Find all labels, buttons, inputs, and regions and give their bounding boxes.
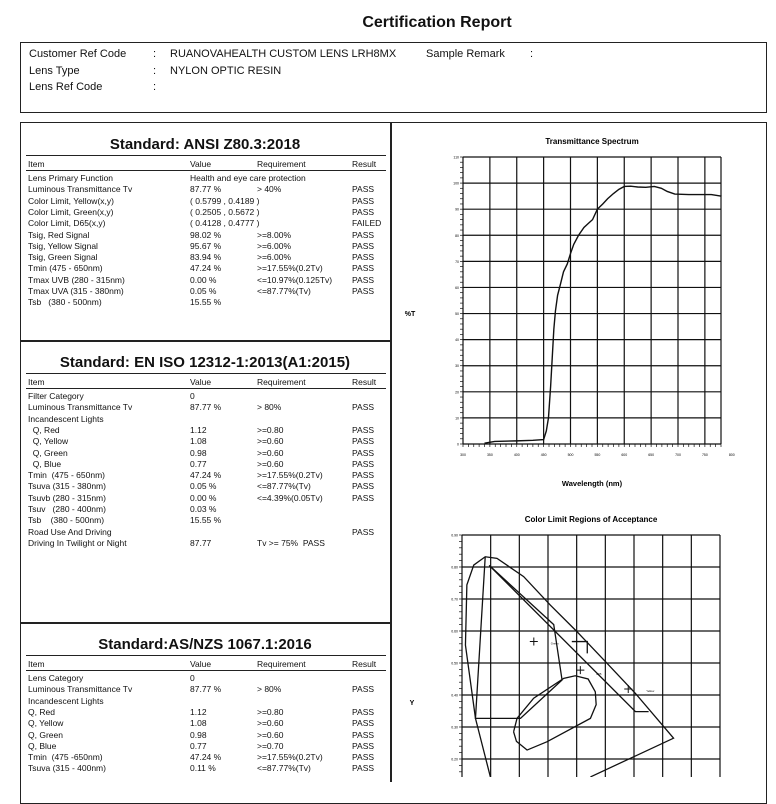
column-header: Item [28, 159, 45, 169]
x-tick-label: 400 [513, 453, 520, 457]
y-axis-label: %T [404, 311, 416, 318]
chart-title: Color Limit Regions of Acceptance [524, 515, 658, 524]
y-tick-label: 0.50 [451, 661, 458, 666]
header-underline [26, 388, 386, 389]
cell: Incandescent Lights [28, 413, 104, 424]
cell: 47.24 % [190, 263, 222, 274]
cell: >=0.60 [257, 436, 284, 447]
cell: ( 0.4128 , 0.4777 ) [190, 218, 260, 229]
cell: Tsb (380 - 500nm) [28, 297, 102, 308]
cell: 0.98 [190, 729, 207, 740]
x-tick-label: 450 [540, 453, 547, 457]
cell: >=6.00% [257, 252, 292, 263]
cell: 0 [190, 673, 195, 683]
table-row [28, 481, 388, 492]
cell: 0.77 [190, 740, 207, 751]
cell: > 80% [257, 402, 282, 413]
table-row [28, 391, 388, 402]
cell: 95.67 % [190, 240, 222, 251]
cell: Tmin (475 - 650nm) [28, 263, 103, 274]
cell: 98.02 % [190, 229, 222, 240]
y-tick-label: 0.70 [451, 597, 458, 602]
cell: Driving In Twilight or Night [28, 537, 127, 548]
x-tick-label: 300 [460, 453, 466, 457]
cell: PASS [352, 470, 375, 481]
table-row [28, 730, 388, 741]
sample-remark-label: Sample Remark [426, 48, 505, 60]
cell: >=0.80 [257, 706, 284, 717]
column-header: Value [190, 659, 212, 669]
table-row [28, 538, 388, 549]
cell: 0.11 % [190, 763, 216, 774]
cell: >=0.60 [257, 458, 284, 469]
table-row [28, 275, 388, 286]
table-row [28, 459, 388, 470]
y-tick-label: 50 [455, 312, 459, 317]
table-row [28, 527, 388, 538]
cell: 1.08 [190, 718, 207, 729]
column-header: Item [28, 377, 45, 387]
cell: PASS [352, 740, 375, 751]
cell: FAILED [352, 218, 382, 229]
y-tick-label: 0.30 [451, 725, 458, 730]
cell: 1.08 [190, 436, 207, 447]
table-row [28, 297, 388, 308]
cell: 0.00 % [190, 492, 217, 503]
cell: Tmax UVB (280 - 315nm) [28, 274, 125, 285]
cell: 0.03 % [190, 504, 217, 514]
color-limit-chart [390, 505, 776, 777]
y-tick-label: 0 [457, 442, 459, 447]
x-tick-label: 750 [701, 453, 708, 457]
data-point-cross [624, 685, 632, 693]
cell: >=0.60 [257, 729, 284, 740]
cell: PASS [352, 424, 375, 435]
cell: <=87.77%(Tv) [257, 763, 311, 774]
cell: Luminous Transmittance Tv [28, 684, 133, 695]
cell: PASS [352, 763, 375, 774]
table-header [28, 377, 388, 388]
data-point-cross [530, 637, 538, 645]
table-row [28, 741, 388, 752]
cell: >=17.55%(0.2Tv) [257, 263, 323, 274]
cell: Incandescent Lights [28, 695, 104, 706]
series-line [465, 557, 673, 777]
cell: >=17.55%(0.2Tv) [257, 470, 323, 481]
cell: > 80% [257, 684, 282, 695]
point-label: Yellow [646, 688, 655, 693]
table-row [28, 515, 388, 526]
cell: PASS [352, 526, 375, 537]
page-title: Certification Report [362, 14, 512, 31]
customer-ref-value: RUANOVAHEALTH CUSTOM LENS LRH8MX [170, 48, 397, 60]
cell: >=0.80 [257, 424, 284, 435]
table-row [28, 707, 388, 718]
cell: Road Use And Driving [28, 526, 112, 537]
cell: PASS [352, 492, 375, 503]
y-axis-label: Y [409, 700, 415, 707]
cell: PASS [352, 447, 375, 458]
y-tick-label: 0.60 [451, 629, 458, 634]
colon: : [153, 65, 157, 77]
cell: 83.94 % [190, 252, 222, 263]
table-row [28, 696, 388, 707]
column-header: Value [190, 377, 212, 387]
table-row [28, 436, 388, 447]
cell: Lens Category [28, 673, 84, 683]
table-row [28, 493, 388, 504]
cell: Tmax UVA (315 - 380nm) [28, 286, 124, 296]
column-header: Value [190, 159, 212, 169]
y-tick-label: 110 [453, 155, 459, 160]
header-underline [26, 170, 386, 171]
cell: Health and eye care protection [190, 173, 306, 183]
column-header: Requirement [257, 377, 306, 387]
table-row [28, 230, 388, 241]
y-tick-label: 10 [455, 416, 459, 421]
section-title: Standard: ANSI Z80.3:2018 [109, 136, 301, 153]
cell: Q, Green [28, 729, 63, 740]
x-tick-label: 350 [486, 453, 493, 457]
transmittance-spectrum-chart [390, 125, 776, 505]
cell: 47.24 % [190, 470, 222, 481]
y-tick-label: 60 [455, 285, 459, 290]
cell: 0.77 [190, 458, 207, 469]
column-header: Result [352, 659, 377, 669]
y-tick-label: 20 [455, 390, 459, 395]
section-title: Standard:AS/NZS 1067.1:2016 [98, 636, 312, 653]
cell: <=4.39%(0.05Tv) [257, 492, 323, 503]
data-point-cross [576, 666, 584, 674]
cell: 15.55 % [190, 515, 222, 526]
cell: Tsb (380 - 500nm) [28, 515, 105, 526]
cell: Q, Red [28, 706, 55, 717]
colon: : [530, 48, 534, 60]
table-row [28, 504, 388, 515]
cell: Color Limit, D65(x,y) [28, 218, 106, 229]
table-row [28, 763, 388, 774]
cell: PASS [352, 240, 375, 251]
cell: ( 0.2505 , 0.5672 ) [190, 206, 260, 217]
table-row [28, 252, 388, 263]
cell: Tmin (475 -650nm) [28, 752, 103, 763]
lens-type-label: Lens Type [29, 65, 80, 77]
title-underline [26, 155, 386, 156]
cell: PASS [352, 752, 375, 763]
customer-ref-label: Customer Ref Code [29, 48, 127, 60]
table-row [28, 752, 388, 763]
point-label: Green [550, 641, 559, 646]
x-axis-label: Wavelength (nm) [561, 479, 623, 488]
y-tick-label: 80 [455, 233, 459, 238]
cell: >=0.60 [257, 447, 284, 458]
table-row [28, 196, 388, 207]
table-row [28, 218, 388, 229]
table-row [28, 402, 388, 413]
table-header [28, 659, 388, 670]
cell: Tsig, Red Signal [28, 229, 90, 240]
cell: >=8.00% [257, 229, 292, 240]
cell: Q, Blue [28, 740, 57, 751]
cell: PASS [352, 206, 375, 217]
table-row [28, 241, 388, 252]
y-tick-label: 100 [453, 181, 459, 186]
y-tick-label: 90 [455, 207, 459, 212]
cell: > 40% [257, 184, 282, 195]
cell: Tsuv (280 - 400nm) [28, 504, 106, 514]
cell: >=17.55%(0.2Tv) [257, 752, 323, 763]
cell: ( 0.5799 , 0.4189 ) [190, 195, 260, 206]
cell: Tsuva (315 - 400nm) [28, 763, 106, 774]
column-header: Requirement [257, 159, 306, 169]
cell: Tsig, Green Signal [28, 252, 98, 263]
colon: : [153, 81, 157, 93]
column-header: Requirement [257, 659, 306, 669]
cell: Q, Red [28, 424, 60, 435]
table-row [28, 286, 388, 297]
x-tick-label: 650 [648, 453, 655, 457]
cell: 0.98 [190, 447, 207, 458]
x-tick-label: 800 [728, 453, 735, 457]
cell: 1.12 [190, 706, 207, 717]
y-tick-label: 0.90 [451, 533, 458, 538]
cell: Luminous Transmittance Tv [28, 402, 133, 413]
x-tick-label: 500 [567, 453, 574, 457]
cell: Color Limit, Yellow(x,y) [28, 195, 114, 206]
cell: PASS [352, 481, 375, 492]
x-tick-label: 550 [594, 453, 601, 457]
cell: 15.55 % [190, 297, 222, 308]
y-tick-label: 30 [455, 364, 459, 369]
table-row [28, 448, 388, 459]
cell: Q, Yellow [28, 436, 69, 447]
cell: Luminous Transmittance Tv [28, 184, 133, 195]
cell: <=87.77%(Tv) [257, 286, 311, 296]
header-underline [26, 670, 386, 671]
lens-type-value: NYLON OPTIC RESIN [170, 65, 282, 77]
column-header: Item [28, 659, 45, 669]
cell: PASS [352, 263, 375, 274]
y-tick-label: 0.20 [451, 757, 458, 762]
cell: PASS [352, 718, 375, 729]
cell: Tsig, Yellow Signal [28, 240, 98, 251]
table-row [28, 263, 388, 274]
table-row [28, 207, 388, 218]
cell: PASS [352, 458, 375, 469]
cell: 87.77 % [190, 402, 222, 413]
cell: 0.05 % [190, 481, 217, 492]
table-row [28, 184, 388, 195]
chart-title: Transmittance Spectrum [545, 137, 639, 146]
cell: 87.77 % [190, 684, 222, 695]
cell: Tv >= 75% PASS [257, 537, 325, 548]
cell: Color Limit, Green(x,y) [28, 206, 114, 217]
cell: 0 [190, 391, 195, 401]
cell: PASS [352, 184, 375, 195]
y-tick-label: 70 [455, 259, 459, 264]
x-tick-label: 700 [675, 453, 681, 457]
column-header: Result [352, 159, 377, 169]
cell: PASS [352, 729, 375, 740]
cell: Q, Blue [28, 458, 62, 469]
table-header [28, 159, 388, 170]
y-tick-label: 0.80 [451, 565, 458, 570]
cell: <=87.77%(Tv) [257, 481, 311, 492]
lens-info-box [20, 42, 767, 113]
cell: 1.12 [190, 424, 207, 435]
y-tick-label: 0.40 [451, 693, 458, 698]
cell: PASS [352, 252, 375, 263]
x-tick-label: 600 [621, 453, 628, 457]
section-divider [20, 340, 390, 342]
cell: Q, Green [28, 447, 68, 458]
series-line [572, 642, 587, 654]
cell: 47.24 % [190, 752, 222, 763]
cell: PASS [352, 402, 375, 413]
cell: Lens Primary Function [28, 173, 114, 183]
cell: PASS [352, 706, 375, 717]
cell: Tsuva (315 - 380nm) [28, 481, 106, 492]
title-underline [26, 655, 386, 656]
section-divider [20, 622, 390, 624]
cell: PASS [352, 286, 375, 296]
cell: Filter Category [28, 391, 84, 401]
cell: PASS [352, 195, 375, 206]
table-row [28, 718, 388, 729]
cell: 0.05 % [190, 286, 217, 296]
cell: >=0.70 [257, 740, 284, 751]
cell: Tsuvb (280 - 315nm) [28, 492, 106, 503]
cell: PASS [352, 229, 375, 240]
cell: 0.00 % [190, 274, 217, 285]
table-row [28, 684, 388, 695]
table-row [28, 673, 388, 684]
cell: >=0.60 [257, 718, 284, 729]
cell: <=10.97%(0.125Tv) [257, 274, 333, 285]
point-label: D65 [596, 672, 602, 677]
cell: 87.77 [190, 537, 212, 548]
column-header: Result [352, 377, 377, 387]
cell: Tmin (475 - 650nm) [28, 470, 105, 481]
table-row [28, 470, 388, 481]
table-row [28, 173, 388, 184]
colon: : [153, 48, 157, 60]
cell: 87.77 % [190, 184, 222, 195]
cell: PASS [352, 274, 375, 285]
cell: >=6.00% [257, 240, 292, 251]
cell: PASS [352, 436, 375, 447]
section-title: Standard: EN ISO 12312-1:2013(A1:2015) [59, 354, 351, 371]
cell: Q, Yellow [28, 718, 64, 729]
title-underline [26, 373, 386, 374]
table-row [28, 425, 388, 436]
table-row [28, 414, 388, 425]
cell: PASS [352, 684, 375, 695]
y-tick-label: 40 [455, 338, 459, 343]
lens-ref-label: Lens Ref Code [29, 81, 103, 93]
series-line [485, 186, 722, 443]
